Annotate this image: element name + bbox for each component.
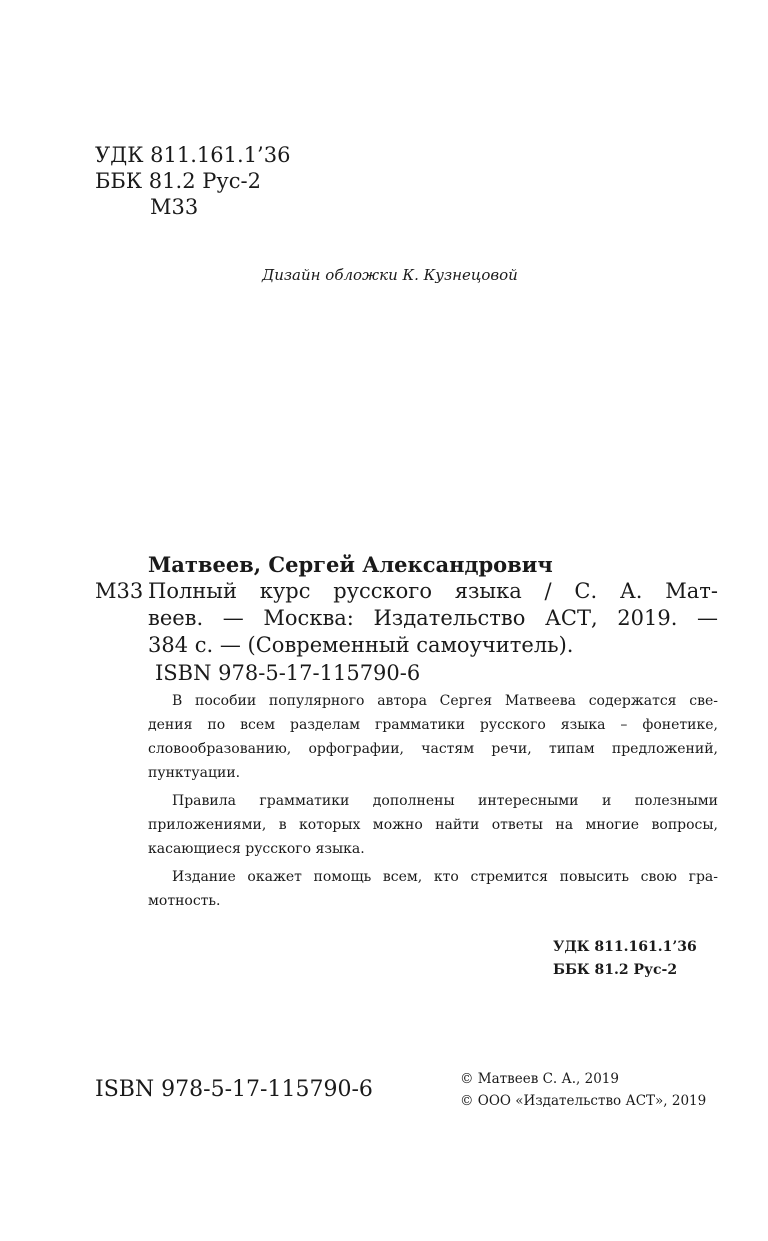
bottom-bbk: ББК 81.2 Рус-2 bbox=[553, 962, 678, 978]
annotation-paragraph bbox=[148, 689, 718, 785]
record-author: Матвеев, Сергей Александрович bbox=[148, 552, 553, 577]
annotation-paragraph bbox=[148, 789, 718, 861]
annotation-line: пунктуации. bbox=[148, 765, 241, 781]
top-udk: УДК 811.161.1’36 bbox=[95, 143, 291, 167]
annotation-line: мотность. bbox=[148, 893, 221, 909]
copyright-block bbox=[460, 1068, 706, 1112]
annotation-line: Правила грамматики дополнены интересными и полезными bbox=[172, 793, 718, 809]
copyright-line: © Матвеев С. А., 2019 bbox=[460, 1071, 619, 1087]
copyright-line: © ООО «Издательство АСТ», 2019 bbox=[460, 1093, 707, 1109]
record-mark: М33 bbox=[95, 579, 144, 603]
annotation bbox=[148, 689, 718, 913]
record-description bbox=[148, 578, 718, 659]
annotation-line: В пособии популярного автора Сергея Матвеева содержатся све- bbox=[172, 693, 718, 709]
bottom-udk: УДК 811.161.1’36 bbox=[553, 939, 697, 955]
footer-isbn: ISBN 978-5-17-115790-6 bbox=[95, 1077, 373, 1102]
cover-design-credit: Дизайн обложки К. Кузнецовой bbox=[262, 266, 518, 284]
record-line: Полный курс русского языка / С. А. Мат- bbox=[148, 579, 718, 603]
annotation-line: словообразованию, орфографии, частям речи, типам предложений, bbox=[148, 741, 718, 757]
annotation-line: приложениями, в которых можно найти ответы на многие вопросы, bbox=[148, 817, 718, 833]
annotation-line: дения по всем разделам грамматики русского языка – фонетике, bbox=[148, 717, 718, 733]
top-bbk: ББК 81.2 Рус-2 bbox=[95, 169, 261, 193]
record-line: 384 с. — (Современный самоучитель). bbox=[148, 633, 574, 657]
record-line: веев. — Москва: Издательство АСТ, 2019. — bbox=[148, 606, 718, 630]
record-isbn: ISBN 978-5-17-115790-6 bbox=[155, 661, 421, 685]
annotation-paragraph bbox=[148, 865, 718, 913]
top-author-mark: М33 bbox=[150, 195, 199, 219]
annotation-line: Издание окажет помощь всем, кто стремится повысить свою гра- bbox=[172, 869, 718, 885]
annotation-line: касающиеся русского языка. bbox=[148, 841, 365, 857]
